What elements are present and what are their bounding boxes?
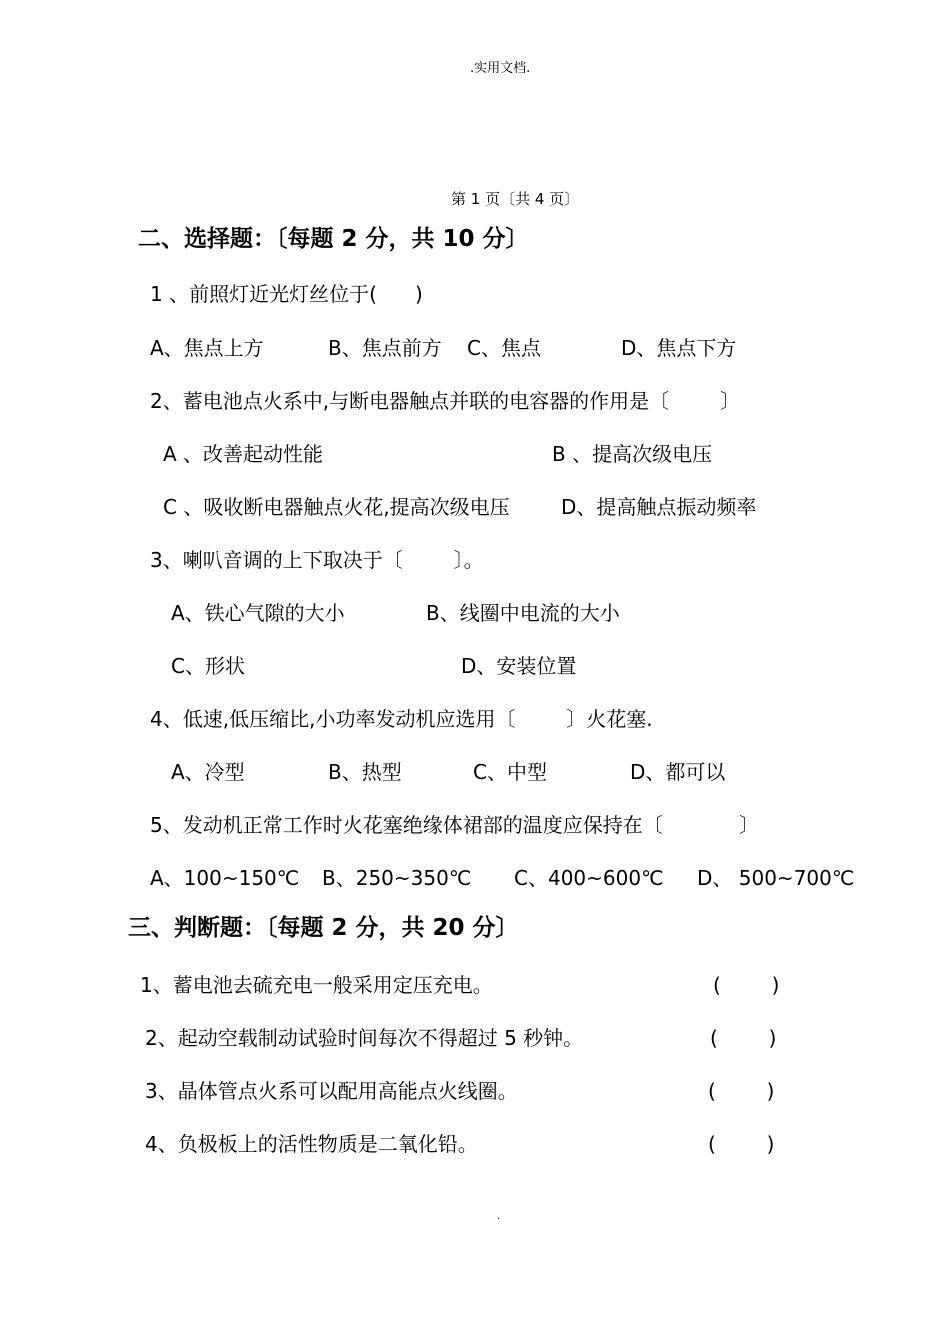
question-5-option-d: D、 500~700℃ [697, 866, 855, 890]
question-4-option-d: D、都可以 [630, 760, 726, 784]
question-1-option-d: D、焦点下方 [621, 336, 737, 360]
question-4-option-b: B、热型 [328, 760, 402, 784]
question-2-stem: 2、蓄电池点火系中,与断电器触点并联的电容器的作用是〔 〕 [150, 389, 740, 413]
judgement-item-1-answer-bracket: ( ) [713, 973, 780, 997]
question-2-option-a: A 、改善起动性能 [163, 442, 324, 466]
question-4-option-a: A、冷型 [171, 760, 245, 784]
question-5-option-a: A、100~150℃ [150, 866, 300, 890]
question-3-stem: 3、喇叭音调的上下取决于〔 〕。 [150, 548, 484, 572]
page-footer: . [497, 1211, 501, 1222]
judgement-item-3-text: 3、晶体管点火系可以配用高能点火线圈。 [145, 1079, 518, 1103]
question-3-option-c: C、形状 [171, 654, 245, 678]
page-number: 第 1 页〔共 4 页〕 [451, 190, 580, 208]
judgement-item-1-text: 1、蓄电池去硫充电一般采用定压充电。 [140, 973, 493, 997]
question-3-option-d: D、安装位置 [461, 654, 577, 678]
question-1-option-a: A、焦点上方 [150, 336, 264, 360]
judgement-item-4-answer-bracket: ( ) [708, 1132, 775, 1156]
question-2-option-d: D、提高触点振动频率 [561, 495, 757, 519]
question-1-stem: 1 、前照灯近光灯丝位于( ) [150, 282, 423, 306]
judgement-item-2-answer-bracket: ( ) [710, 1026, 777, 1050]
section-title-choice: 二、选择题：〔每题 2 分，共 10 分〕 [138, 226, 529, 252]
question-5-stem: 5、发动机正常工作时火花塞绝缘体裙部的温度应保持在〔 〕 [150, 813, 760, 837]
question-5-option-b: B、250~350℃ [322, 866, 472, 890]
question-1-option-b: B、焦点前方 [328, 336, 442, 360]
page-header: .实用文档. [470, 61, 531, 76]
question-4-option-c: C、中型 [473, 760, 547, 784]
question-3-option-b: B、线圈中电流的大小 [426, 601, 620, 625]
judgement-item-2-text: 2、起动空载制动试验时间每次不得超过 5 秒钟。 [145, 1026, 584, 1050]
judgement-item-4-text: 4、负极板上的活性物质是二氧化铅。 [145, 1132, 478, 1156]
question-4-stem: 4、低速,低压缩比,小功率发动机应选用〔 〕火花塞. [150, 707, 653, 731]
section-title-judgement: 三、判断题：〔每题 2 分，共 20 分〕 [128, 915, 519, 941]
question-1-option-c: C、焦点 [467, 336, 541, 360]
question-2-option-c: C 、吸收断电器触点火花,提高次级电压 [163, 495, 510, 519]
judgement-item-3-answer-bracket: ( ) [708, 1079, 775, 1103]
question-2-option-b: B 、提高次级电压 [552, 442, 713, 466]
question-5-option-c: C、400~600℃ [514, 866, 664, 890]
question-3-option-a: A、铁心气隙的大小 [171, 601, 345, 625]
